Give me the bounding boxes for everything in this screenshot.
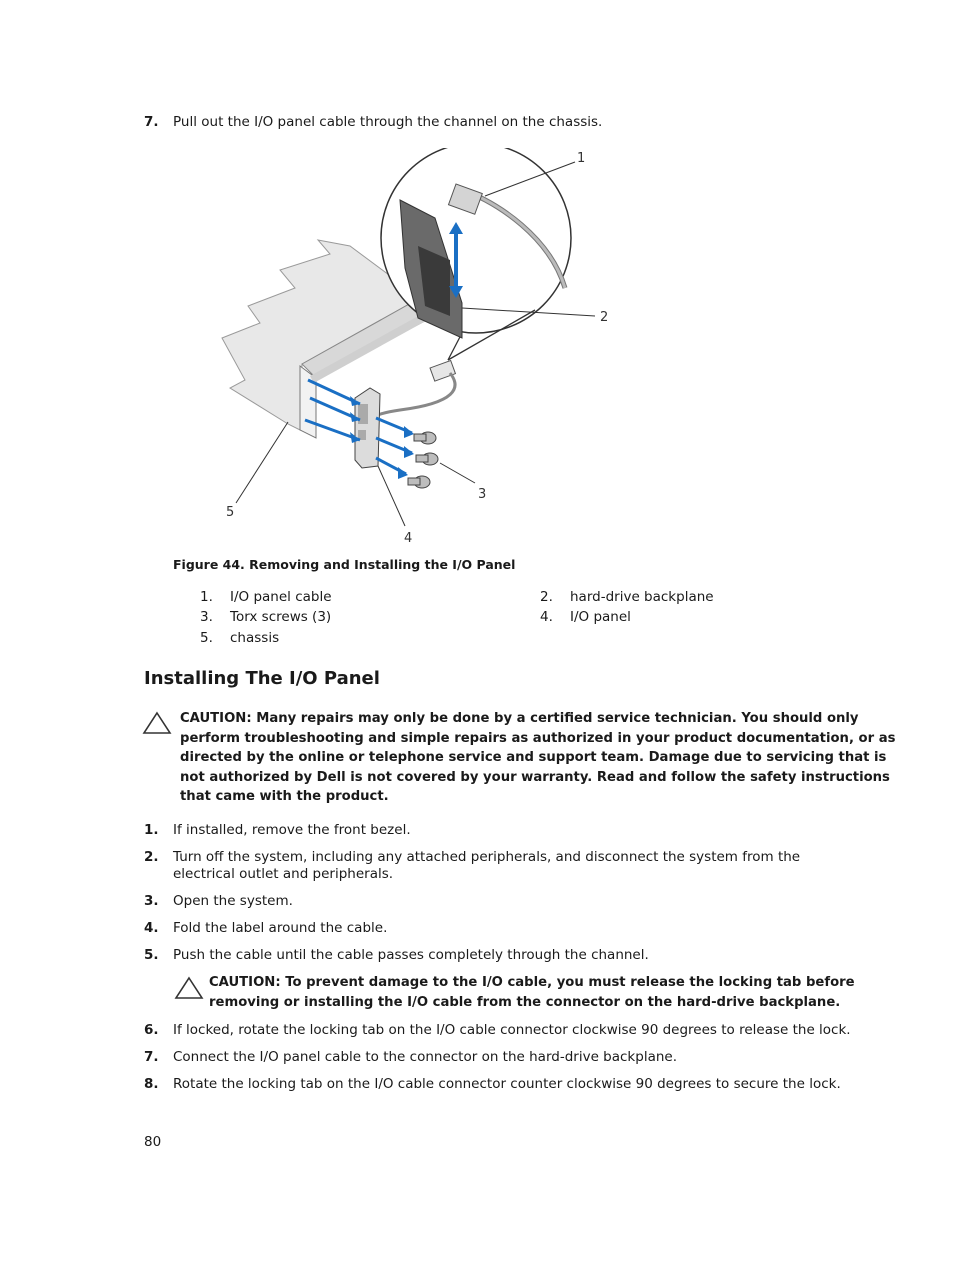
section-title: Installing The I/O Panel [144, 668, 380, 689]
io-panel-removal-illustration [200, 148, 630, 548]
step-number: 7. [144, 114, 159, 130]
step-number: 1. [144, 822, 159, 838]
callout-3: 3 [478, 487, 487, 502]
step-text: Push the cable until the cable passes completely through the channel. [173, 947, 649, 963]
step-text: Pull out the I/O panel cable through the channel on the chassis. [173, 114, 603, 130]
caution-line: that came with the product. [180, 789, 389, 804]
caution-line: not authorized by Dell is not covered by your warranty. Read and follow the safety instructions [180, 769, 890, 785]
step-text: Connect the I/O panel cable to the connector on the hard-drive backplane. [173, 1049, 677, 1065]
step-number: 7. [144, 1049, 159, 1065]
page-number: 80 [144, 1134, 162, 1150]
legend-number: 5. [200, 630, 213, 646]
io-panel-shape [355, 388, 380, 468]
torx-screws [408, 432, 438, 488]
caution-line: perform troubleshooting and simple repairs as authorized in your product documentation, or as [180, 730, 896, 746]
legend-number: 3. [200, 609, 213, 625]
legend-number: 4. [540, 609, 553, 625]
legend-text: I/O panel cable [230, 589, 332, 605]
callout-4: 4 [404, 531, 413, 546]
step-text: Fold the label around the cable. [173, 920, 388, 936]
caution-line: CAUTION: To prevent damage to the I/O cable, you must release the locking tab before [209, 975, 855, 990]
caution-line: removing or installing the I/O cable from the connector on the hard-drive backplane. [209, 994, 841, 1010]
step-number: 4. [144, 920, 159, 936]
legend-text: Torx screws (3) [230, 609, 332, 625]
step-text: electrical outlet and peripherals. [173, 866, 394, 882]
legend-text: I/O panel [570, 609, 631, 625]
figure-caption: Figure 44. Removing and Installing the I/O Panel [173, 557, 516, 572]
step-text: If locked, rotate the locking tab on the I/O cable connector clockwise 90 degrees to release the lock. [173, 1022, 851, 1038]
warning-triangle-icon [174, 976, 204, 1000]
callout-1: 1 [577, 151, 586, 166]
legend-text: chassis [230, 630, 280, 646]
step-number: 2. [144, 849, 159, 865]
step-number: 6. [144, 1022, 159, 1038]
caution-line: CAUTION: Many repairs may only be done by a certified service technician. You should only [180, 711, 859, 726]
warning-triangle-icon [142, 711, 172, 735]
legend-number: 1. [200, 589, 213, 605]
legend-number: 2. [540, 589, 553, 605]
step-number: 8. [144, 1076, 159, 1092]
caution-block [209, 973, 855, 1012]
step-number: 3. [144, 893, 159, 909]
step-text: Rotate the locking tab on the I/O cable connector counter clockwise 90 degrees to secure the lock. [173, 1076, 841, 1092]
step-text: Turn off the system, including any attached peripherals, and disconnect the system from the [173, 849, 801, 865]
step-text: If installed, remove the front bezel. [173, 822, 411, 838]
callout-5: 5 [226, 505, 235, 520]
caution-block [180, 709, 895, 807]
legend-text: hard-drive backplane [570, 589, 714, 605]
callout-2: 2 [600, 310, 609, 325]
step-text: Open the system. [173, 893, 293, 909]
caution-line: directed by the online or telephone service and support team. Damage due to servicing that is [180, 750, 887, 765]
step-number: 5. [144, 947, 159, 963]
